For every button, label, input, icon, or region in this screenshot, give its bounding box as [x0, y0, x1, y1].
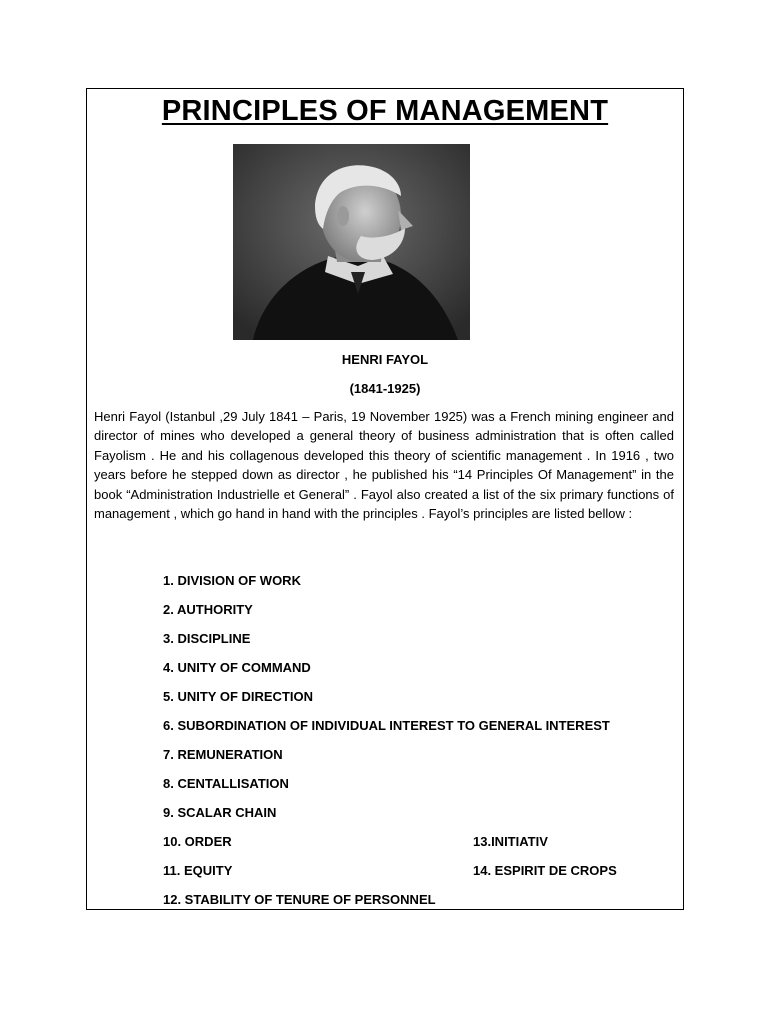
- list-item: 11. EQUITY: [163, 863, 233, 878]
- list-item: 2. AUTHORITY: [163, 602, 253, 617]
- list-item: 14. ESPIRIT DE CROPS: [473, 863, 617, 878]
- portrait-caption-name: HENRI FAYOL: [341, 352, 429, 367]
- portrait-photo: [233, 144, 470, 340]
- list-item: 9. SCALAR CHAIN: [163, 805, 277, 820]
- list-item: 13.INITIATIV: [473, 834, 548, 849]
- document-frame: [86, 88, 684, 910]
- intro-paragraph: Henri Fayol (Istanbul ,29 July 1841 – Paris, 19 November 1925) was a French mining engineer and director of mines who developed a general theory of business administration that is often called Fayolism . He and his collagenous developed this theory of scientific management . In 1916 , two years before he stepped down as director , he published his “14 Principles Of Management” in the book “Administration Industrielle et General” . Fayol also created a list of the six primary functions of management , which go hand in hand with the principles . Fayol’s principles are listed bellow :: [94, 409, 674, 522]
- list-item: 1. DIVISION OF WORK: [163, 573, 301, 588]
- portrait-icon: [233, 144, 470, 340]
- list-item: 5. UNITY OF DIRECTION: [163, 689, 313, 704]
- list-item: 3. DISCIPLINE: [163, 631, 251, 646]
- list-item: 10. ORDER: [163, 834, 232, 849]
- list-item: 8. CENTALLISATION: [163, 776, 289, 791]
- list-item: 7. REMUNERATION: [163, 747, 283, 762]
- list-item: 4. UNITY OF COMMAND: [163, 660, 311, 675]
- page-title: PRINCIPLES OF MANAGEMENT: [161, 95, 609, 127]
- portrait-caption-years: (1841-1925): [349, 381, 421, 396]
- list-item: 12. STABILITY OF TENURE OF PERSONNEL: [163, 892, 436, 907]
- list-item: 6. SUBORDINATION OF INDIVIDUAL INTEREST TO GENERAL INTEREST: [163, 718, 610, 733]
